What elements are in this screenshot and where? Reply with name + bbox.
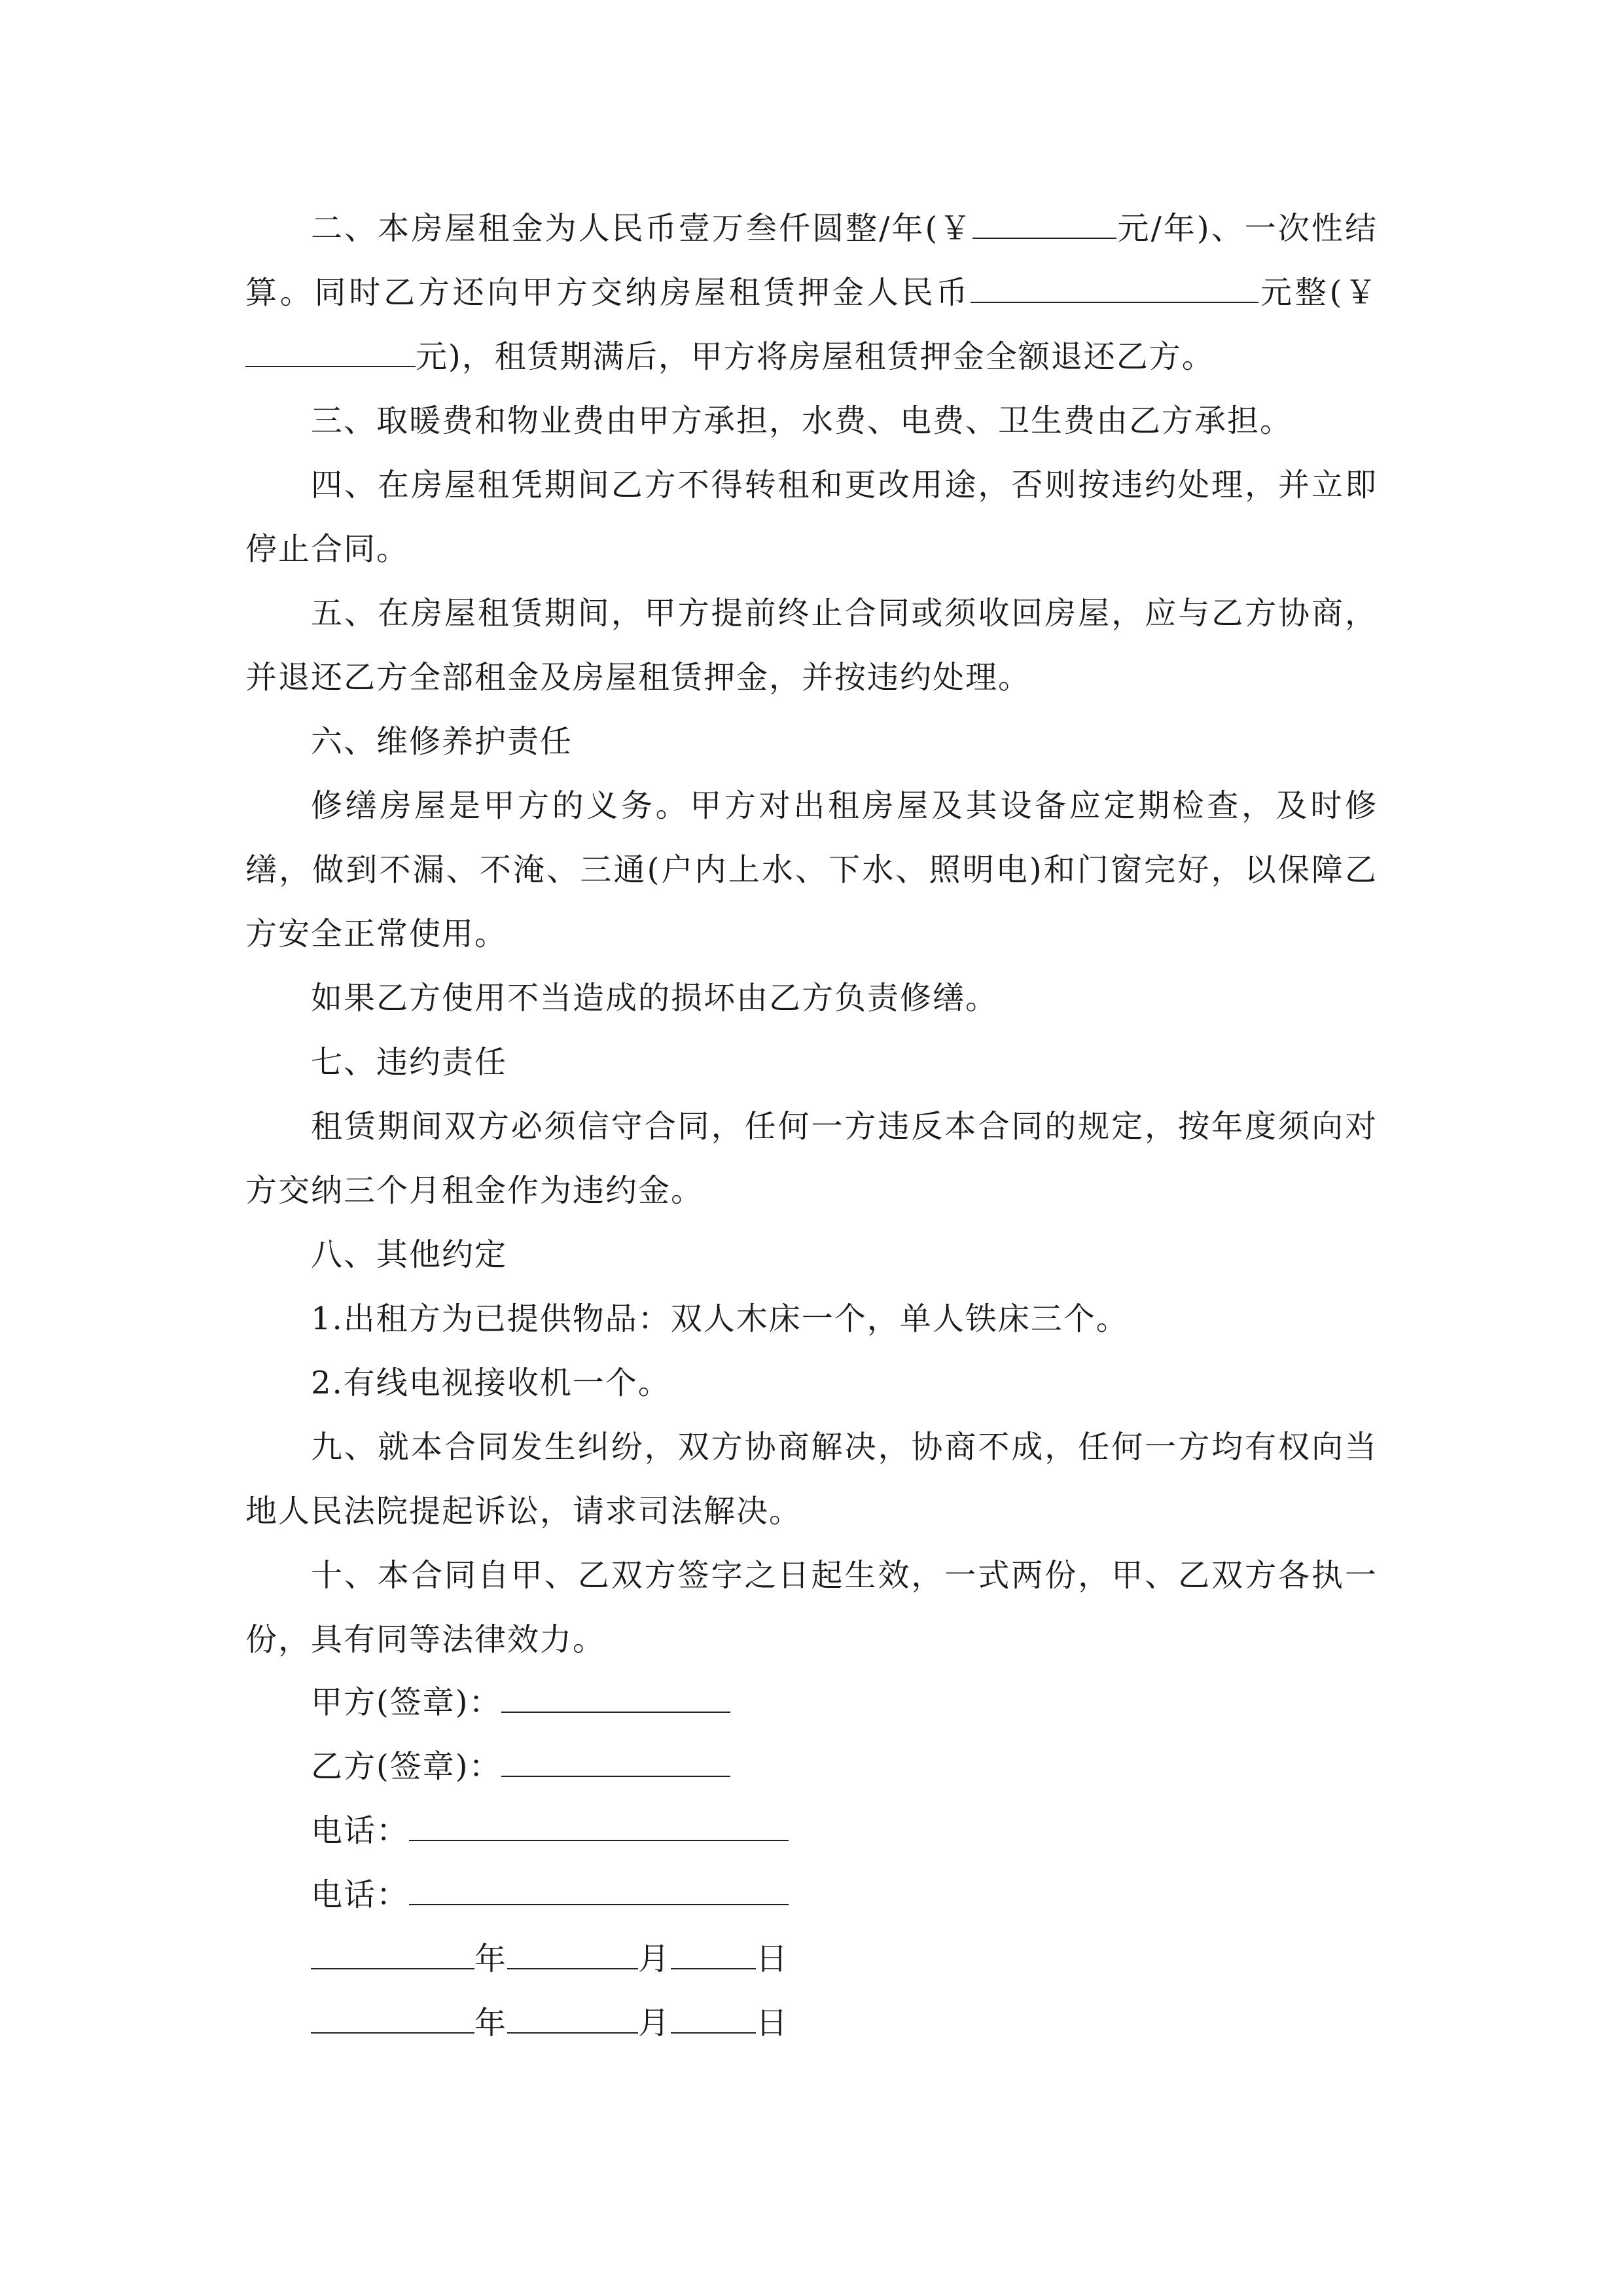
deposit-amount-blank bbox=[971, 269, 1258, 303]
phone-blank-1 bbox=[409, 1807, 789, 1841]
party-a-signature-line: 甲方(签章)： bbox=[311, 1670, 730, 1734]
clause-8-title: 八、其他约定 bbox=[311, 1236, 508, 1273]
party-b-signature-line: 乙方(签章)： bbox=[311, 1734, 730, 1799]
day-blank-1 bbox=[671, 1935, 756, 1969]
clause-6-note: 如果乙方使用不当造成的损坏由乙方负责修缮。 bbox=[311, 980, 999, 1016]
clause-10: 十、本合同自甲、乙双方签字之日起生效，一式两份，甲、乙双方各执一份，具有同等法律效力。 bbox=[245, 1557, 1378, 1658]
clause-6-body: 修缮房屋是甲方的义务。甲方对出租房屋及其设备应定期检查，及时修缮，做到不漏、不淹、三通(户内上水、下水、照明电)和门窗完好，以保障乙方安全正常使用。 bbox=[245, 787, 1378, 952]
clause-8-item-1: 1.出租方为已提供物品：双人木床一个，单人铁床三个。 bbox=[311, 1300, 1129, 1337]
year-blank-1 bbox=[311, 1935, 474, 1969]
clause-4: 四、在房屋租凭期间乙方不得转租和更改用途，否则按违约处理，并立即停止合同。 bbox=[245, 467, 1378, 567]
phone-line-2: 电话： bbox=[311, 1863, 789, 1927]
clause-2: 二、本房屋租金为人民币壹万叁仟圆整/年(￥ 元/年)、一次性结算。同时乙方还向甲方交纳房屋租赁押金人民币 元整(￥元)，租赁期满后，甲方将房屋租赁押金全额退还乙方。 bbox=[245, 196, 1378, 389]
date-line-1: 年 月 日 bbox=[311, 1927, 789, 1991]
party-a-signature-blank bbox=[501, 1679, 730, 1713]
phone-blank-2 bbox=[409, 1871, 789, 1905]
clause-5: 五、在房屋租赁期间，甲方提前终止合同或须收回房屋，应与乙方协商，并退还乙方全部租金及房屋租赁押金，并按违约处理。 bbox=[245, 595, 1378, 696]
clause-3: 三、取暖费和物业费由甲方承担，水费、电费、卫生费由乙方承担。 bbox=[311, 403, 1293, 439]
date-line-2: 年 月 日 bbox=[311, 1991, 789, 2055]
year-blank-2 bbox=[311, 2000, 474, 2034]
clause-7-body: 租赁期间双方必须信守合同，任何一方违反本合同的规定，按年度须向对方交纳三个月租金作为违约金。 bbox=[245, 1108, 1378, 1209]
clause-6-title: 六、维修养护责任 bbox=[311, 723, 573, 760]
phone-line-1: 电话： bbox=[311, 1799, 789, 1863]
clause-9: 九、就本合同发生纠纷，双方协商解决，协商不成，任何一方均有权向当地人民法院提起诉讼，请求司法解决。 bbox=[245, 1429, 1378, 1530]
month-blank-1 bbox=[507, 1935, 638, 1969]
rent-amount-blank bbox=[972, 205, 1116, 239]
deposit-yen-blank bbox=[245, 333, 416, 367]
party-b-signature-blank bbox=[501, 1743, 730, 1777]
month-blank-2 bbox=[507, 2000, 638, 2034]
clause-8-item-2: 2.有线电视接收机一个。 bbox=[311, 1365, 671, 1401]
day-blank-2 bbox=[671, 2000, 756, 2034]
clause-7-title: 七、违约责任 bbox=[311, 1044, 508, 1081]
